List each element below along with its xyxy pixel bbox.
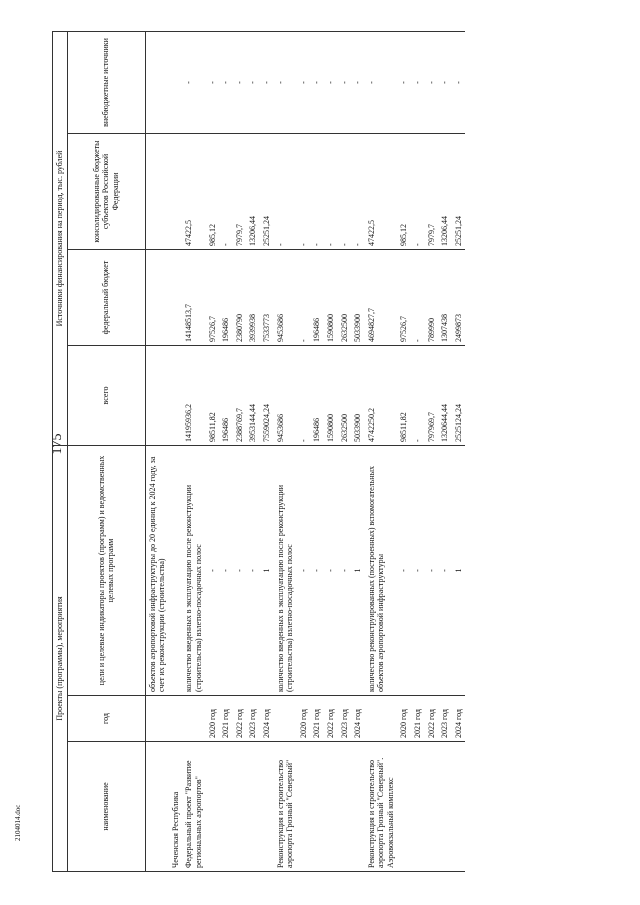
cell-year: 2024 год [260,696,274,742]
cell-year: 2022 год [324,696,338,742]
cell-federal: 97526,7 [397,250,411,346]
cell-federal: 2380790 [233,250,247,346]
cell-regional: - [338,134,352,250]
cell-goal: - [246,446,260,696]
cell-year: 2022 год [233,696,247,742]
header-regional: консолидированные бюджеты субъектов Российской Федерации [67,134,145,250]
financing-table [52,31,465,872]
cell-total: 196486 [219,346,233,446]
table-row [438,31,452,871]
cell-extra: - [206,31,220,133]
cell-extra: - [260,31,274,133]
cell-extra: - [452,31,466,133]
cell-year [365,696,398,742]
cell-year [169,696,183,742]
header-total: всего [67,346,145,446]
cell-year: 2020 год [297,696,311,742]
cell-name: Чеченская Республика [169,742,183,872]
cell-total [169,346,183,446]
cell-total [145,346,169,446]
cell-name [145,742,169,872]
cell-extra: - [338,31,352,133]
cell-federal: 97526,7 [206,250,220,346]
header-year: год [67,696,145,742]
cell-name [397,742,411,872]
cell-goal: - [206,446,220,696]
cell-total: 7559024,24 [260,346,274,446]
cell-regional: 985,12 [206,134,220,250]
cell-federal: 196486 [310,250,324,346]
cell-total: 3953144,44 [246,346,260,446]
cell-year: 2023 год [246,696,260,742]
cell-regional: 13206,44 [246,134,260,250]
cell-federal [145,250,169,346]
cell-federal: - [297,250,311,346]
cell-regional: 47422,5 [182,134,205,250]
cell-name [260,742,274,872]
cell-goal: - [310,446,324,696]
cell-federal: 7533773 [260,250,274,346]
table-row [411,31,425,871]
cell-extra: - [438,31,452,133]
cell-year [145,696,169,742]
cell-name [206,742,220,872]
cell-federal: 2632500 [338,250,352,346]
cell-regional: 985,12 [397,134,411,250]
cell-extra [169,31,183,133]
cell-regional: 13206,44 [438,134,452,250]
cell-federal: 9453686 [274,250,297,346]
cell-federal: 1307438 [438,250,452,346]
cell-extra: - [324,31,338,133]
cell-regional [145,134,169,250]
table-row [324,31,338,871]
cell-goal: - [219,446,233,696]
table-row [219,31,233,871]
cell-goal: - [411,446,425,696]
cell-regional: 25251,24 [452,134,466,250]
table-row [452,31,466,871]
table-row [145,31,169,871]
cell-federal [169,250,183,346]
cell-regional: 25251,24 [260,134,274,250]
cell-federal: 14148513,7 [182,250,205,346]
cell-extra: - [310,31,324,133]
cell-goal: - [297,446,311,696]
header-group-financing: Источники финансирования на период, тыс. рублей [53,31,68,445]
cell-total: 98511,82 [397,346,411,446]
cell-year: 2021 год [411,696,425,742]
cell-name [411,742,425,872]
cell-regional: - [274,134,297,250]
cell-goal: количество введенных в эксплуатацию после реконструкции (строительства) взлетно-посадочных полос [274,446,297,696]
header-federal: федеральный бюджет [67,250,145,346]
cell-name: Реконструкция и строительство аэропорта Грозный "Северный". Аэровокзальный комплекс [365,742,398,872]
cell-name [452,742,466,872]
cell-total: 14195936,2 [182,346,205,446]
table-row [310,31,324,871]
cell-goal: - [425,446,439,696]
cell-year: 2023 год [338,696,352,742]
cell-goal: количество введенных в эксплуатацию после реконструкции (строительства) взлетно-посадочных полос [182,446,205,696]
cell-name [219,742,233,872]
table-row [233,31,247,871]
cell-extra: - [297,31,311,133]
table-row [246,31,260,871]
header-group-row [53,31,68,871]
table-row [169,31,183,871]
cell-year: 2024 год [351,696,365,742]
cell-regional: 47422,5 [365,134,398,250]
cell-total: 4742250,2 [365,346,398,446]
cell-year [182,696,205,742]
cell-extra: - [219,31,233,133]
cell-federal: 789990 [425,250,439,346]
cell-year: 2024 год [452,696,466,742]
cell-name [233,742,247,872]
cell-extra: - [182,31,205,133]
cell-total: 9453686 [274,346,297,446]
cell-goal: - [233,446,247,696]
table-row [425,31,439,871]
table-row [182,31,205,871]
cell-total: - [297,346,311,446]
cell-extra: - [246,31,260,133]
cell-extra: - [411,31,425,133]
cell-name: Федеральный проект "Развитие региональных аэропортов" [182,742,205,872]
table-row [397,31,411,871]
cell-extra: - [233,31,247,133]
table-row [297,31,311,871]
cell-total: 5033900 [351,346,365,446]
cell-extra [145,31,169,133]
cell-extra: - [351,31,365,133]
cell-goal: количество реконструированных (построенных) вспомогательных объектов аэропортовой инфраструктуры [365,446,398,696]
cell-year: 2021 год [219,696,233,742]
cell-name [297,742,311,872]
table-body [145,31,465,871]
cell-total: 797969,7 [425,346,439,446]
cell-federal: 196486 [219,250,233,346]
cell-regional: 7979,7 [233,134,247,250]
cell-goal: - [397,446,411,696]
cell-total: 196486 [310,346,324,446]
document-code: 2104014.doc [14,804,22,841]
cell-goal [169,446,183,696]
cell-goal: - [338,446,352,696]
cell-name [351,742,365,872]
cell-goal: 1 [351,446,365,696]
table-row [338,31,352,871]
cell-year: 2022 год [425,696,439,742]
cell-goal: 1 [260,446,274,696]
cell-goal: - [438,446,452,696]
cell-regional: - [351,134,365,250]
table-row [365,31,398,871]
table-row [274,31,297,871]
header-goals: цели и целевые индикаторы проектов (программ) и ведомственных целевых программ [67,446,145,696]
cell-total: 98511,82 [206,346,220,446]
cell-federal: 4694827,7 [365,250,398,346]
cell-name [310,742,324,872]
cell-federal: 1590800 [324,250,338,346]
cell-total: 2632500 [338,346,352,446]
cell-year: 2023 год [438,696,452,742]
cell-federal: 2499873 [452,250,466,346]
cell-total: 2388769,7 [233,346,247,446]
cell-year: 2021 год [310,696,324,742]
cell-extra: - [425,31,439,133]
cell-regional: 7979,7 [425,134,439,250]
rotated-table-area [52,32,592,872]
cell-total: 2525124,24 [452,346,466,446]
cell-regional: - [324,134,338,250]
cell-federal: 3939938 [246,250,260,346]
cell-name [438,742,452,872]
cell-regional: - [297,134,311,250]
cell-name [425,742,439,872]
cell-regional: - [411,134,425,250]
header-name: наименование [67,742,145,872]
cell-regional [169,134,183,250]
table-row [206,31,220,871]
cell-extra: - [365,31,398,133]
cell-year: 2020 год [397,696,411,742]
header-group-projects: Проекты (программы), мероприятия [53,446,68,872]
cell-federal: - [411,250,425,346]
cell-name [246,742,260,872]
header-row [67,31,145,871]
cell-total: 1320644,44 [438,346,452,446]
cell-regional: - [219,134,233,250]
cell-total: - [411,346,425,446]
cell-name [338,742,352,872]
cell-year [274,696,297,742]
cell-goal: - [324,446,338,696]
table-row [351,31,365,871]
cell-extra: - [397,31,411,133]
page-number: 175 [50,433,65,455]
cell-total: 1590800 [324,346,338,446]
header-extra: внебюджетные источники [67,31,145,133]
cell-goal: объектов аэропортовой инфраструктуры до 20 единиц к 2024 году, за счет их реконструкции (строительства) [145,446,169,696]
cell-name [324,742,338,872]
cell-federal: 5033900 [351,250,365,346]
cell-name: Реконструкция и строительство аэропорта Грозный "Северный" [274,742,297,872]
cell-goal: 1 [452,446,466,696]
cell-regional: - [310,134,324,250]
cell-extra: - [274,31,297,133]
cell-year: 2020 год [206,696,220,742]
table-row [260,31,274,871]
